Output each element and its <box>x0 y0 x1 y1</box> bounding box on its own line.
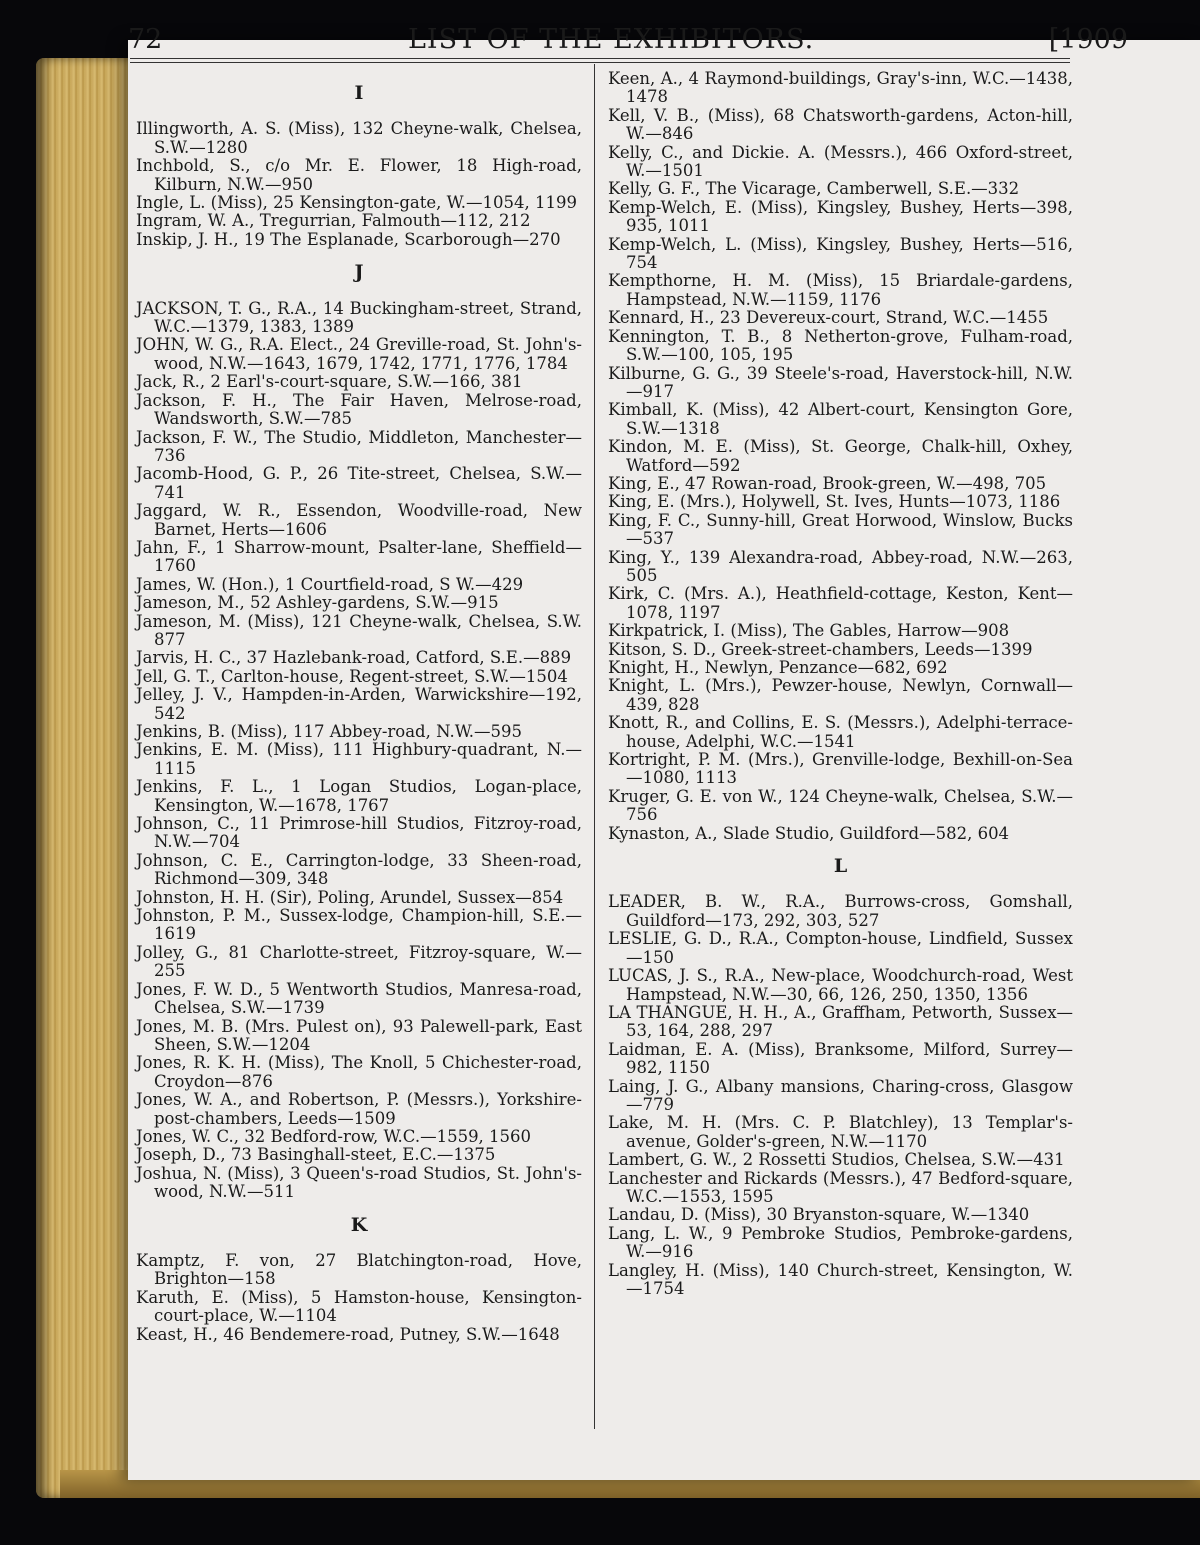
exhibitor-entry: Jones, R. K. H. (Miss), The Knoll, 5 Chichester-road, Croydon—876 <box>136 1053 582 1091</box>
exhibitor-entry: Kirk, C. (Mrs. A.), Heathfield-cottage, Keston, Kent—1078, 1197 <box>608 584 1073 622</box>
section-letter: I <box>354 82 364 104</box>
exhibitor-entry: Jolley, G., 81 Charlotte-street, Fitzroy-square, W.—255 <box>136 942 582 981</box>
header-year: [1909 <box>1048 24 1128 55</box>
exhibitor-entry: Johnston, P. M., Sussex-lodge, Champion-hill, S.E.—1619 <box>136 906 582 944</box>
header-rule-double <box>130 62 1070 63</box>
exhibitor-entry: Laing, J. G., Albany mansions, Charing-cross, Glasgow—779 <box>608 1076 1073 1114</box>
exhibitor-entry: Johnston, H. H. (Sir), Poling, Arundel, Sussex—854 <box>136 887 564 907</box>
exhibitor-entry: Keen, A., 4 Raymond-buildings, Gray's-inn, W.C.—1438, 1478 <box>608 69 1073 107</box>
exhibitor-entry: LESLIE, G. D., R.A., Compton-house, Lindfield, Sussex—150 <box>608 929 1073 967</box>
header-rule <box>130 58 1070 59</box>
page-title: LIST OF THE EXHIBITORS. <box>408 24 815 55</box>
exhibitor-entry: Joshua, N. (Miss), 3 Queen's-road Studios, St. John's-wood, N.W.—511 <box>136 1163 582 1202</box>
exhibitor-entry: Jackson, F. H., The Fair Haven, Melrose-road, Wandsworth, S.W.—785 <box>136 390 582 429</box>
exhibitor-entry: Jell, G. T., Carlton-house, Regent-street, S.W.—1504 <box>136 666 568 686</box>
exhibitor-entry: Kruger, G. E. von W., 124 Cheyne-walk, Chelsea, S.W.—756 <box>608 786 1073 825</box>
exhibitor-entry: Kennington, T. B., 8 Netherton-grove, Fulham-road, S.W.—100, 105, 195 <box>608 326 1073 365</box>
exhibitor-entry: Kortright, P. M. (Mrs.), Grenville-lodge, Bexhill-on-Sea—1080, 1113 <box>608 750 1073 788</box>
exhibitor-entry: Jones, W. C., 32 Bedford-row, W.C.—1559, 1560 <box>136 1126 532 1146</box>
exhibitor-entry: Kemp-Welch, L. (Miss), Kingsley, Bushey, Herts—516, 754 <box>608 234 1073 273</box>
exhibitor-entry: JACKSON, T. G., R.A., 14 Buckingham-street, Strand, W.C.—1379, 1383, 1389 <box>136 298 582 337</box>
exhibitor-entry: Knight, H., Newlyn, Penzance—682, 692 <box>608 658 948 677</box>
exhibitor-entry: Knight, L. (Mrs.), Pewzer-house, Newlyn, Cornwall—439, 828 <box>608 676 1073 714</box>
exhibitor-entry: Joseph, D., 73 Basinghall-steet, E.C.—1375 <box>136 1145 496 1165</box>
exhibitor-entry: Lake, M. H. (Mrs. C. P. Blatchley), 13 Templar's-avenue, Golder's-green, N.W.—1170 <box>608 1113 1073 1151</box>
exhibitor-entry: Inchbold, S., c/o Mr. E. Flower, 18 High-road, Kilburn, N.W.—950 <box>136 156 582 194</box>
exhibitor-entry: Jenkins, E. M. (Miss), 111 Highbury-quadrant, N.—1115 <box>136 740 582 778</box>
exhibitor-entry: James, W. (Hon.), 1 Courtfield-road, S W.—429 <box>136 574 524 594</box>
exhibitor-entry: Jackson, F. W., The Studio, Middleton, Manchester—736 <box>136 427 582 465</box>
section-letter: L <box>833 855 848 878</box>
exhibitor-entry: Jenkins, B. (Miss), 117 Abbey-road, N.W.—595 <box>136 722 523 741</box>
exhibitor-entry: Jack, R., 2 Earl's-court-square, S.W.—166, 381 <box>136 372 523 392</box>
exhibitor-entry: Karuth, E. (Miss), 5 Hamston-house, Kensington-court-place, W.—1104 <box>136 1287 582 1326</box>
exhibitor-entry: Kilburne, G. G., 39 Steele's-road, Haverstock-hill, N.W.—917 <box>608 363 1073 401</box>
exhibitor-entry: LEADER, B. W., R.A., Burrows-cross, Gomshall, Guildford—173, 292, 303, 527 <box>608 892 1073 930</box>
exhibitor-entry: Jacomb-Hood, G. P., 26 Tite-street, Chelsea, S.W.—741 <box>136 464 582 502</box>
exhibitor-entry: Lanchester and Rickards (Messrs.), 47 Bedford-square, W.C.—1553, 1595 <box>608 1168 1073 1206</box>
exhibitor-entry: Kirkpatrick, I. (Miss), The Gables, Harrow—908 <box>608 621 1010 641</box>
exhibitor-entry: Jones, M. B. (Mrs. Pulest on), 93 Palewell-park, East Sheen, S.W.—1204 <box>136 1016 582 1054</box>
exhibitor-entry: Lambert, G. W., 2 Rossetti Studios, Chelsea, S.W.—431 <box>608 1150 1065 1170</box>
exhibitor-entry: Inskip, J. H., 19 The Esplanade, Scarborough—270 <box>136 229 561 249</box>
exhibitor-entry: LUCAS, J. S., R.A., New-place, Woodchurch-road, West Hampstead, N.W.—30, 66, 126, 250, 1350, 1356 <box>608 966 1073 1004</box>
exhibitor-entry: Johnson, C. E., Carrington-lodge, 33 Sheen-road, Richmond—309, 348 <box>136 850 582 889</box>
section-letter: J <box>354 261 364 284</box>
exhibitor-entry: Kemp-Welch, E. (Miss), Kingsley, Bushey, Herts—398, 935, 1011 <box>608 197 1073 236</box>
exhibitor-entry: Jones, W. A., and Robertson, P. (Messrs.), Yorkshire-post-chambers, Leeds—1509 <box>136 1090 582 1128</box>
exhibitor-entry: Ingle, L. (Miss), 25 Kensington-gate, W.—1054, 1199 <box>136 193 577 213</box>
exhibitor-entry: JOHN, W. G., R.A. Elect., 24 Greville-road, St. John's-wood, N.W.—1643, 1679, 1742, 1771, 1776, 1784 <box>136 335 582 373</box>
exhibitor-entry: Ingram, W. A., Tregurrian, Falmouth—112, 212 <box>136 211 531 231</box>
exhibitor-entry: Kempthorne, H. M. (Miss), 15 Briardale-gardens, Hampstead, N.W.—1159, 1176 <box>608 271 1073 309</box>
exhibitor-entry: Jelley, J. V., Hampden-in-Arden, Warwickshire—192, 542 <box>136 685 582 723</box>
exhibitor-entry: Kennard, H., 23 Devereux-court, Strand, W.C.—1455 <box>608 308 1049 328</box>
exhibitor-entry: King, E., 47 Rowan-road, Brook-green, W.—498, 705 <box>608 473 1047 493</box>
exhibitor-entry: Jenkins, F. L., 1 Logan Studios, Logan-place, Kensington, W.—1678, 1767 <box>136 777 582 815</box>
column-divider <box>594 64 595 1429</box>
right-column <box>608 70 1073 1298</box>
exhibitor-entry: Kynaston, A., Slade Studio, Guildford—582, 604 <box>608 823 1010 843</box>
exhibitor-entry: Kindon, M. E. (Miss), St. George, Chalk-hill, Oxhey, Watford—592 <box>608 437 1073 475</box>
exhibitor-entry: Kamptz, F. von, 27 Blatchington-road, Hove, Brighton—158 <box>136 1250 582 1289</box>
exhibitor-entry: Johnson, C., 11 Primrose-hill Studios, Fitzroy-road, N.W.—704 <box>136 814 582 852</box>
exhibitor-entry: Knott, R., and Collins, E. S. (Messrs.), Adelphi-terrace-house, Adelphi, W.C.—1541 <box>608 713 1073 751</box>
exhibitor-entry: Jones, F. W. D., 5 Wentworth Studios, Manresa-road, Chelsea, S.W.—1739 <box>136 979 582 1018</box>
exhibitor-entry: Jaggard, W. R., Essendon, Woodville-road, New Barnet, Herts—1606 <box>136 501 582 539</box>
exhibitor-entry: Kelly, C., and Dickie. A. (Messrs.), 466 Oxford-street, W.—1501 <box>608 142 1073 181</box>
exhibitor-entry: Kelly, G. F., The Vicarage, Camberwell, S.E.—332 <box>608 179 1020 199</box>
page-number: 72 <box>128 24 163 55</box>
exhibitor-entry: Laidman, E. A. (Miss), Branksome, Milford, Surrey—982, 1150 <box>608 1039 1073 1078</box>
exhibitor-entry: King, F. C., Sunny-hill, Great Horwood, Winslow, Bucks—537 <box>608 510 1073 549</box>
exhibitor-entry: King, Y., 139 Alexandra-road, Abbey-road, N.W.—263, 505 <box>608 547 1073 585</box>
exhibitor-entry: Jameson, M. (Miss), 121 Cheyne-walk, Chelsea, S.W. 877 <box>136 611 582 649</box>
exhibitor-entry: Illingworth, A. S. (Miss), 132 Cheyne-walk, Chelsea, S.W.—1280 <box>136 119 582 157</box>
exhibitor-entry: Kell, V. B., (Miss), 68 Chatsworth-gardens, Acton-hill, W.—846 <box>608 105 1073 144</box>
exhibitor-entry: Langley, H. (Miss), 140 Church-street, Kensington, W.—1754 <box>608 1260 1073 1298</box>
exhibitor-entry: Kitson, S. D., Greek-street-chambers, Leeds—1399 <box>608 639 1033 659</box>
exhibitor-entry: King, E. (Mrs.), Holywell, St. Ives, Hunts—1073, 1186 <box>608 492 1061 512</box>
exhibitor-entry: Lang, L. W., 9 Pembroke Studios, Pembroke-gardens, W.—916 <box>608 1223 1073 1262</box>
exhibitor-entry: Landau, D. (Miss), 30 Bryanston-square, W.—1340 <box>608 1205 1030 1225</box>
exhibitor-entry: Kimball, K. (Miss), 42 Albert-court, Kensington Gore, S.W.—1318 <box>608 400 1073 438</box>
section-letter: K <box>350 1213 368 1236</box>
exhibitor-entry: Keast, H., 46 Bendemere-road, Putney, S.W.—1648 <box>136 1324 560 1344</box>
exhibitor-entry: Jarvis, H. C., 37 Hazlebank-road, Catford, S.E.—889 <box>136 648 572 668</box>
exhibitor-entry: LA THANGUE, H. H., A., Graffham, Petworth, Sussex—53, 164, 288, 297 <box>608 1002 1073 1041</box>
exhibitor-entry: Jahn, F., 1 Sharrow-mount, Psalter-lane, Sheffield—1760 <box>136 537 582 576</box>
exhibitor-entry: Jameson, M., 52 Ashley-gardens, S.W.—915 <box>136 593 499 613</box>
left-column <box>136 70 582 1344</box>
